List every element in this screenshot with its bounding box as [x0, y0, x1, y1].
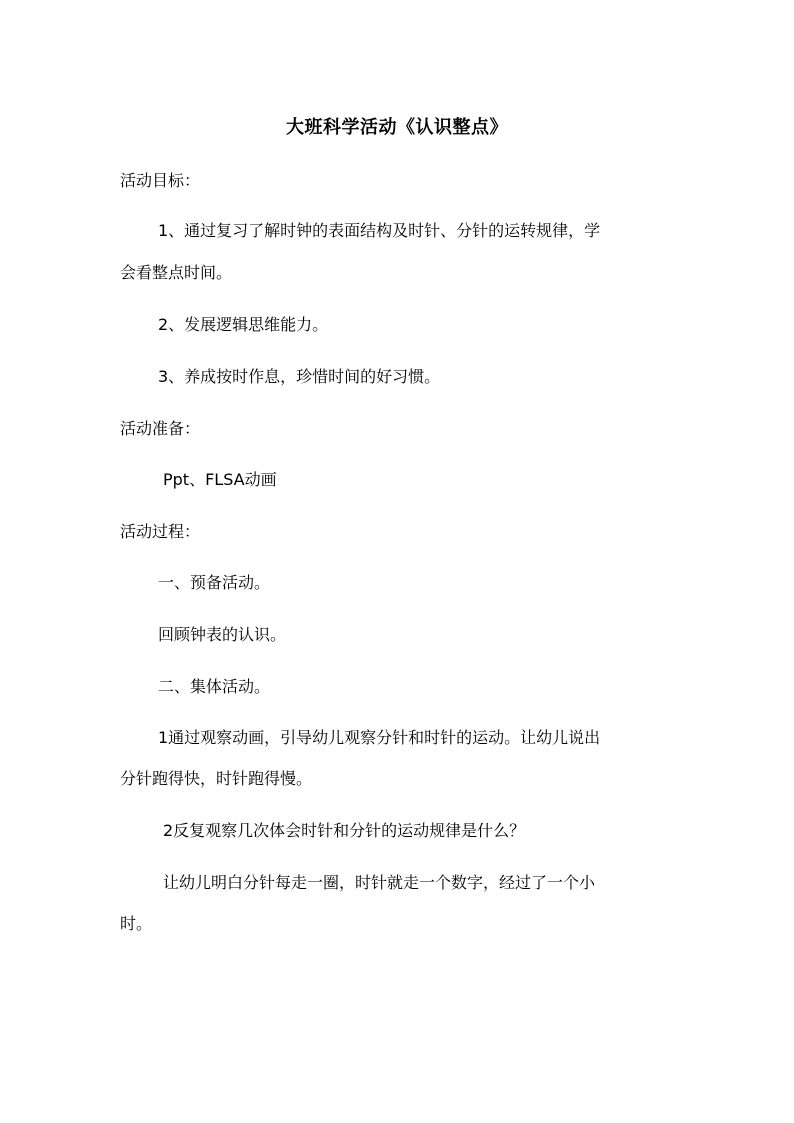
- step-2-item-3-line-2: 时。: [120, 914, 153, 933]
- process-heading: 活动过程：: [120, 522, 201, 541]
- goals-heading: 活动目标：: [120, 171, 201, 190]
- step-2-heading: 二、集体活动。: [158, 677, 271, 696]
- document-title: 大班科学活动《认识整点》: [286, 117, 508, 138]
- prep-heading: 活动准备：: [120, 419, 201, 438]
- step-1-text: 回顾钟表的认识。: [158, 625, 287, 644]
- step-2-item-1-line-1: 1通过观察动画，引导幼儿观察分针和时针的运动。让幼儿说出: [158, 728, 601, 747]
- step-2-item-1-line-2: 分针跑得快，时针跑得慢。: [120, 769, 313, 788]
- goal-2: 2、发展逻辑思维能力。: [158, 315, 329, 334]
- prep-item: Ppt、FLSA动画: [163, 470, 277, 489]
- step-2-item-3-line-1: 让幼儿明白分针每走一圈，时针就走一个数字，经过了一个小: [163, 873, 596, 892]
- step-1-heading: 一、预备活动。: [158, 573, 271, 592]
- goal-1-line-1: 1、通过复习了解时钟的表面结构及时针、分针的运转规律，学: [158, 221, 601, 240]
- goal-3: 3、养成按时作息，珍惜时间的好习惯。: [158, 367, 441, 386]
- step-2-item-2: 2反复观察几次体会时针和分针的运动规律是什么？: [163, 821, 526, 840]
- goal-1-line-2: 会看整点时间。: [120, 263, 233, 282]
